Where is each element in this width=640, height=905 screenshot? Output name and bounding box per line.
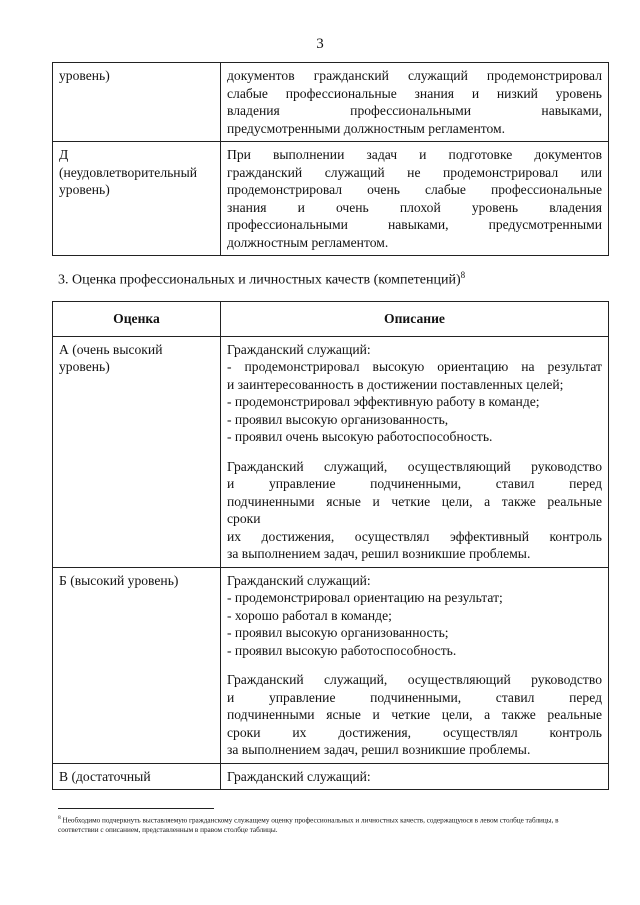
leader-line: за выполнением задач, решил возникшие проблемы. xyxy=(227,546,531,561)
table-row xyxy=(53,63,609,142)
description-cell xyxy=(221,336,609,567)
description-line: должностным регламентом. xyxy=(227,234,389,250)
level-description-cell xyxy=(221,63,609,142)
description-line: профессиональными навыками, предусмотренными xyxy=(227,217,602,232)
description-line: знания и очень плохой уровень владения xyxy=(227,199,602,215)
level-label: (неудовлетворительный xyxy=(59,164,197,180)
level-description-cell xyxy=(221,142,609,256)
leader-line: сроки их достижения, осуществлял контроль xyxy=(227,724,602,740)
page-number: 3 xyxy=(316,36,324,52)
footnote-text: Необходимо подчеркнуть выставляемую гражданскому служащему оценку профессиональных и личностных качеств, содержащуюся в левом столбце таблицы, в соответствии с описанием, представленным в правом столбце таблицы. xyxy=(58,816,559,835)
section-title xyxy=(58,270,465,289)
description-cell xyxy=(221,567,609,763)
leader-line: за выполнением задач, решил возникшие проблемы. xyxy=(227,742,531,757)
description-line: слабые профессиональные знания и низкий уровень xyxy=(227,85,602,101)
leader-line: Гражданский служащий, осуществляющий руководство xyxy=(227,672,602,687)
grade-label: уровень) xyxy=(59,359,110,374)
footnote-ref: 8 xyxy=(460,270,466,280)
description-cell xyxy=(221,763,609,790)
grade-label: А (очень высокий xyxy=(59,341,163,357)
leader-line: Гражданский служащий, осуществляющий руководство xyxy=(227,458,602,474)
intro-line: Гражданский служащий: xyxy=(227,341,371,357)
grade-cell xyxy=(53,567,221,763)
grade-label: Б (высокий уровень) xyxy=(59,572,179,588)
bullet-line: - проявил высокую организованность; xyxy=(227,625,449,640)
bullet-line: - продемонстрировал высокую ориентацию на результат xyxy=(227,359,602,374)
description-line: При выполнении задач и подготовке документов xyxy=(227,147,602,162)
level-label: уровень) xyxy=(59,182,110,197)
table-row xyxy=(53,763,609,790)
grade-cell xyxy=(53,336,221,567)
bullet-line: - продемонстрировал ориентацию на результат; xyxy=(227,590,503,605)
bullet-line: - проявил высокую работоспособность. xyxy=(227,642,457,658)
competence-table xyxy=(52,301,609,790)
intro-line: Гражданский служащий: xyxy=(227,768,371,784)
table-header-row xyxy=(53,302,609,337)
description-line: документов гражданский служащий продемонстрировал xyxy=(227,68,602,83)
level-cell xyxy=(53,63,221,142)
description-line: гражданский служащий не продемонстрировал или xyxy=(227,164,602,180)
footnote-divider xyxy=(58,808,214,809)
grade-cell xyxy=(53,763,221,790)
table-row xyxy=(53,567,609,763)
level-cell xyxy=(53,142,221,256)
leader-line: подчиненными ясные и четкие цели, а также реальные xyxy=(227,493,602,509)
grade-label: В (достаточный xyxy=(59,768,151,784)
description-line: продемонстрировал очень слабые профессиональные xyxy=(227,182,602,197)
bullet-line: - проявил очень высокую работоспособность. xyxy=(227,429,493,444)
leader-line: их достижения, осуществлял эффективный контроль xyxy=(227,528,602,544)
leader-line: и управление подчиненными, ставил перед xyxy=(227,476,602,491)
footnote-number: 8 xyxy=(58,815,61,821)
header-grade: Оценка xyxy=(53,302,221,337)
description-line: предусмотренными должностным регламентом. xyxy=(227,120,506,136)
level-label: Д xyxy=(59,147,69,162)
leader-line: сроки xyxy=(227,511,261,526)
bullet-line: - хорошо работал в команде; xyxy=(227,607,392,623)
bullet-line: - проявил высокую организованность, xyxy=(227,411,449,427)
leader-line: подчиненными ясные и четкие цели, а также реальные xyxy=(227,707,602,722)
level-table xyxy=(52,62,609,256)
section-title-text: 3. Оценка профессиональных и личностных качеств (компетенций) xyxy=(58,272,461,288)
header-description: Описание xyxy=(221,302,609,337)
intro-line: Гражданский служащий: xyxy=(227,572,371,588)
level-label: уровень) xyxy=(59,68,110,83)
footnote xyxy=(58,813,598,835)
table-row xyxy=(53,336,609,567)
leader-line: и управление подчиненными, ставил перед xyxy=(227,689,602,705)
bullet-line: и заинтересованность в достижении поставленных целей; xyxy=(227,376,564,392)
description-line: владения профессиональными навыками, xyxy=(227,103,602,118)
bullet-line: - продемонстрировал эффективную работу в команде; xyxy=(227,394,540,409)
table-row xyxy=(53,142,609,256)
